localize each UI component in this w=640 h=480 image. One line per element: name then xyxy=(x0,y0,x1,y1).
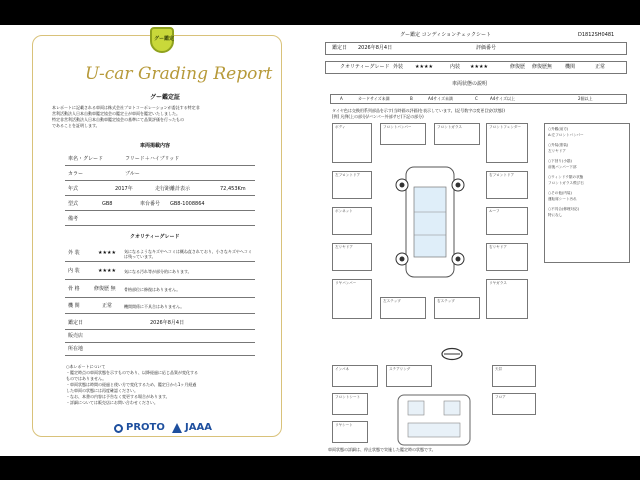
date-value: 2026年8月4日 xyxy=(358,45,393,51)
date-label: 鑑定日 xyxy=(332,45,348,51)
year-value: 2017年 xyxy=(115,186,133,192)
chassis-value: GB8-1008864 xyxy=(170,201,205,207)
part-box: フロントフェンダー xyxy=(486,123,528,163)
grading-report-panel: グー鑑定 U-car Grading Report グー鑑定証 本レポートに記載される車両は株式会社プロトコーポレーションが委託する特定非 営利活動法人日本自動車鑑定協会の鑑定士が車両を鑑定いたしました。 特定非営利活動法人日本自動車鑑定協会の基準にて品質評価を行ったもの であることを証明します。 車両掲載内容 車名・グレード フリード＋ハイブリッド カラー ブルー 年式 2017年 走行距離計表示 72,453Km 型式 GB8 車台番号 GB8-1008864 備考 クオリティーグレード 外 装 ★★★★ 気になるようなキズやヘコミは概ね直されており、小さなキズやヘコミは残っています。 内 装 ★★★★ 気になる汚れ等が部分的にあります。 骨 格 修復歴 無 骨格部位に修復はありません。 機 関 正常 機関関係に不具合はありません。 鑑定日 2026年8月4日 販売店 所在地 ○本レポートについて ・鑑定時点の車両状態を示すものであり、以降経過に応じ品質が変化する ものではありません。 ・車両状態は時間の経過と使い方で変化するため、鑑定日から1ヶ月経過 した車両の状態には再度確認ください。 ・なお、本書の内容は予告なく変更する場合があります。 ・詳細については販売店にお問い合わせください。 PROTO JAAA xyxy=(10,25,305,456)
car-interior-view-icon xyxy=(394,391,474,449)
car-top-view-icon xyxy=(392,157,468,287)
repair-label: 修復歴 xyxy=(510,64,526,70)
report-title: U-car Grading Report xyxy=(85,64,273,84)
exterior-stars: ★★★★ xyxy=(98,250,116,256)
interior-part-box: リヤシート xyxy=(332,421,368,443)
model-value: GB8 xyxy=(102,201,113,207)
legend-c-value: A4サイズ以上 xyxy=(490,96,515,101)
int-label: 内装 xyxy=(450,64,461,70)
proto-logo-icon xyxy=(114,424,123,433)
part-box: フロントバンパー xyxy=(380,123,426,145)
date-label: 鑑定日 xyxy=(68,320,84,326)
engine-value: 正常 xyxy=(595,64,606,70)
interior-part-box: インパネ xyxy=(332,365,378,387)
condition-check-sheet xyxy=(320,25,640,456)
interior-part-box: 天井 xyxy=(492,365,536,387)
legend-c-key: C xyxy=(475,96,478,101)
frame-comment: 骨格部位に修復はありません。 xyxy=(124,287,181,292)
exterior-label: 外 装 xyxy=(68,250,80,256)
frame-value: 修復歴 無 xyxy=(94,286,116,292)
sheet-footer: 車両状態の詳細は、停止状態で実施した鑑定時の状態です。 xyxy=(328,447,436,452)
color-value: ブルー xyxy=(125,171,140,177)
legend-a-key: A xyxy=(340,96,343,101)
jaaa-logo-icon xyxy=(172,423,182,433)
year-label: 年式 xyxy=(68,186,79,192)
car-diagram xyxy=(330,121,530,341)
part-box: フロントガラス xyxy=(434,123,480,145)
part-box: リヤガラス xyxy=(486,279,528,319)
notes-label: 備考 xyxy=(68,216,79,222)
exterior-comment: 気になるようなキズやヘコミは概ね直されており、小さなキズやヘコミは残っています。 xyxy=(124,249,252,259)
part-box: 左リヤドア xyxy=(332,243,372,271)
repair-value: 修復歴無 xyxy=(532,64,553,70)
explain-header: 車両状態の説明 xyxy=(452,81,488,87)
model-label: 型式 xyxy=(68,201,79,207)
info-line-2: [例] 凡例(上の部分)/バンパー外部サビ(下記の部分) xyxy=(332,114,424,119)
legend-a-value: カードサイズ未満 xyxy=(358,96,390,101)
engine-label: 機 関 xyxy=(68,303,80,309)
part-box: 右ステップ xyxy=(434,297,480,319)
part-box: ルーフ xyxy=(486,207,528,235)
frame-label: 骨 格 xyxy=(68,286,80,292)
part-box: ボディ xyxy=(332,123,372,163)
address-label: 所在地 xyxy=(68,346,84,352)
engine-label: 機関 xyxy=(565,64,576,70)
interior-label: 内 装 xyxy=(68,268,80,274)
interior-diagram xyxy=(330,363,630,453)
interior-part-box: ステアリング xyxy=(386,365,432,387)
quality-label: クオリティーグレード xyxy=(340,64,390,70)
part-box: 左フロントドア xyxy=(332,171,372,199)
part-box: 左ステップ xyxy=(380,297,426,319)
legend-b-value: A4サイズ未満 xyxy=(428,96,453,101)
store-label: 販売店 xyxy=(68,333,84,339)
doc-number: D1812SH0481 xyxy=(578,32,615,38)
mileage-value: 72,453Km xyxy=(220,186,246,192)
vehicle-header: 車両掲載内容 xyxy=(140,143,171,149)
legend-b-key: B xyxy=(410,96,413,101)
part-box: 右フロントドア xyxy=(486,171,528,199)
interior-part-box: フロア xyxy=(492,393,536,415)
date-value: 2026年8月4日 xyxy=(150,320,185,326)
grade-label: 車名・グレード xyxy=(68,156,104,162)
info-line-1: タイヤ色は交換用系列部品を示す(当時価の評価)を表示しています。(記号数字は変更目安(状態)) xyxy=(332,108,505,113)
steering-wheel-icon xyxy=(440,347,464,361)
engine-comment: 機関関係に不具合はありません。 xyxy=(124,304,185,309)
interior-comment: 気になる汚れ等が部分的にあります。 xyxy=(124,269,192,274)
part-box: 右リヤドア xyxy=(486,243,528,271)
notes-box: ○外観(前方) A:左フロントバンパー ○外装(塗装) 左リヤドア ○下回り(小損) 前後バンパー下部 ○ウィンドウ類の状態 フロントガラス飛び石 ○その他(内装) 運転席シート汚れ ○不具合(修理対応) 特になし xyxy=(544,123,630,263)
interior-stars: ★★★★ xyxy=(98,268,116,274)
part-box: リヤバンパー xyxy=(332,279,372,319)
quality-header: クオリティーグレード xyxy=(130,234,180,240)
ext-label: 外装 xyxy=(393,64,404,70)
engine-value: 正常 xyxy=(102,303,113,309)
legend-extra: 2個以上 xyxy=(578,96,593,101)
ext-stars: ★★★★ xyxy=(415,64,433,70)
chassis-label: 車台番号 xyxy=(140,201,161,207)
badge-text: グー鑑定 xyxy=(154,36,175,42)
interior-part-box: フロントシート xyxy=(332,393,368,415)
grade-value: フリード＋ハイブリッド xyxy=(125,156,180,162)
mileage-label: 走行距離計表示 xyxy=(155,186,191,192)
int-stars: ★★★★ xyxy=(470,64,488,70)
report-sheet xyxy=(0,25,640,456)
color-label: カラー xyxy=(68,171,84,177)
goo-badge-icon xyxy=(150,27,174,53)
sheet-title: グー鑑定 コンディションチェックシート xyxy=(400,32,491,38)
sheet-no-label: 評価番号 xyxy=(476,45,497,51)
part-box: ボンネット xyxy=(332,207,372,235)
kantei-heading: グー鑑定証 xyxy=(150,94,181,101)
